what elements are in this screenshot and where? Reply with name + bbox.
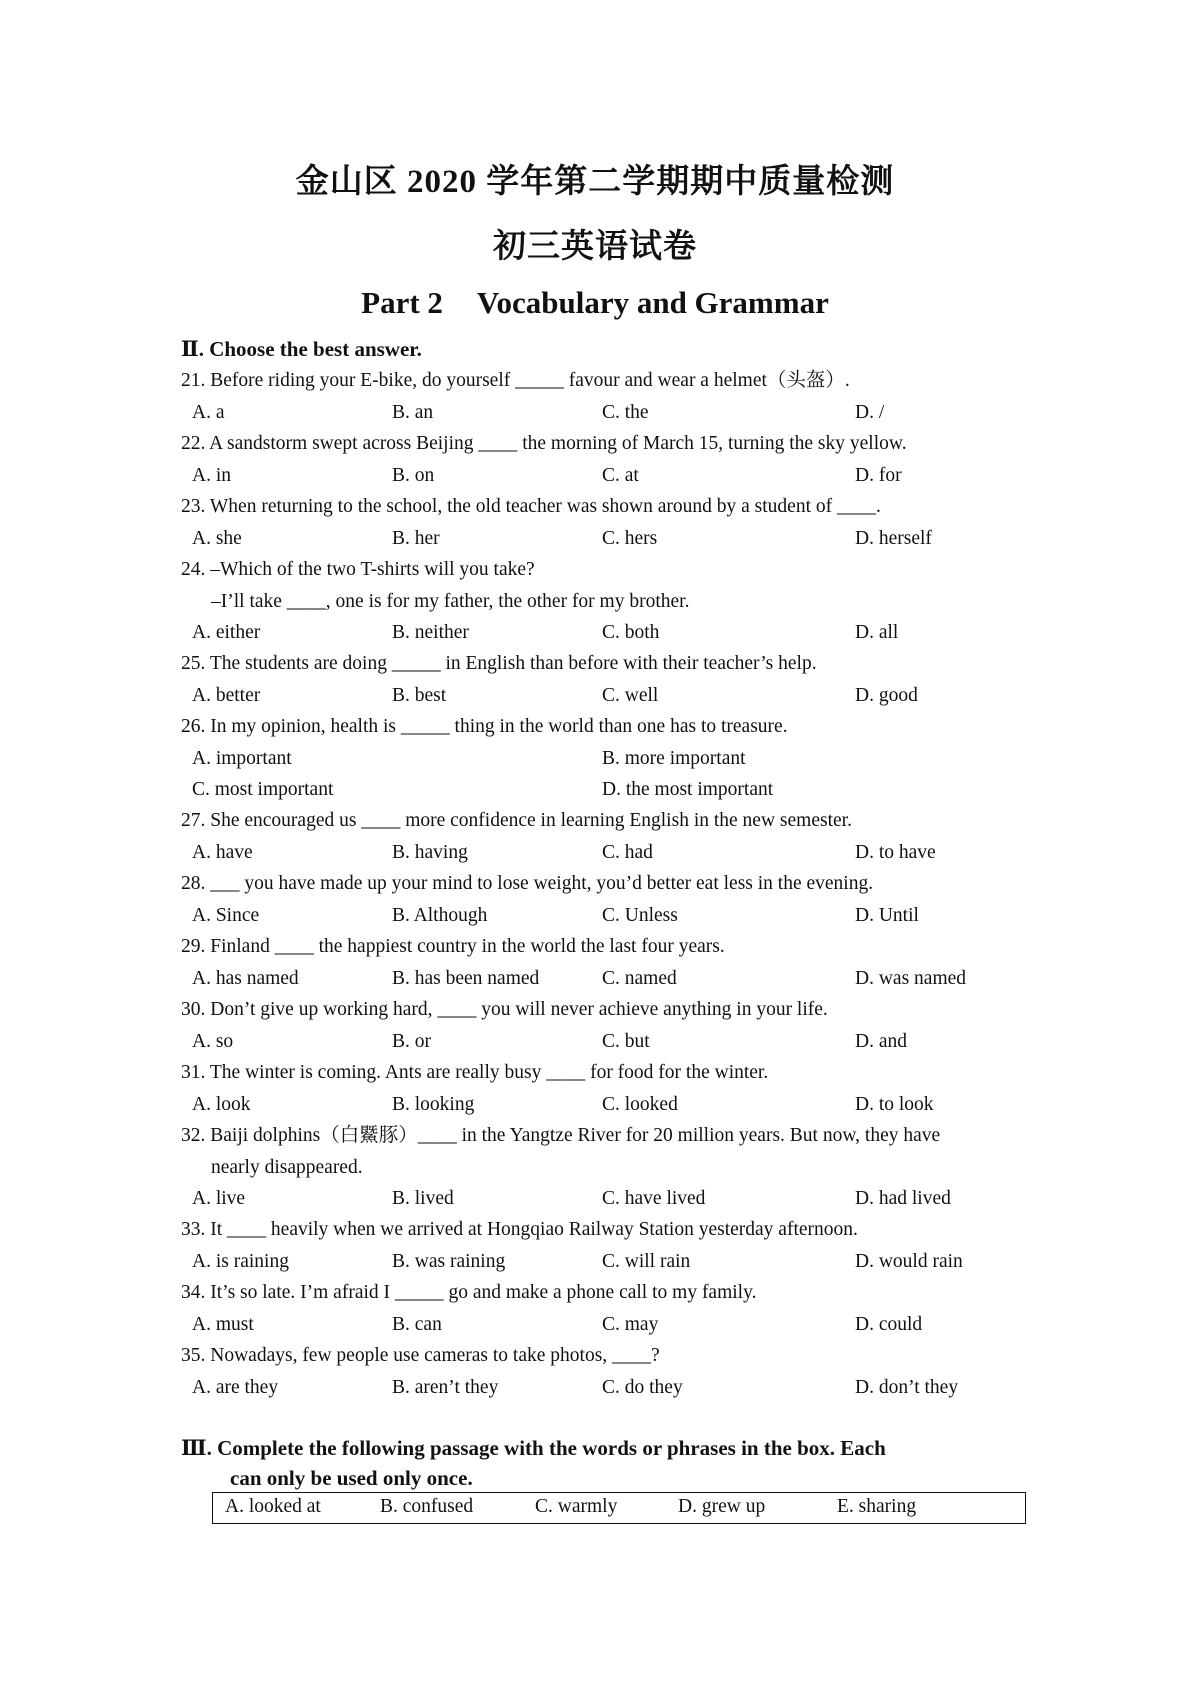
question-33-stem: 33. It ____ heavily when we arrived at Hongqiao Railway Station yesterday afternoon. (181, 1219, 858, 1240)
q21-option-d: D. / (855, 402, 885, 423)
q23-option-a: A. she (192, 528, 242, 549)
question-28-stem: 28. ___ you have made up your mind to lose weight, you’d better eat less in the evening. (181, 873, 874, 894)
question-22-stem: 22. A sandstorm swept across Beijing ____ the morning of March 15, turning the sky yellow. (181, 433, 907, 454)
q26-option-c: C. most important (192, 779, 334, 800)
q25-option-c: C. well (602, 685, 659, 706)
q24-option-b: B. neither (392, 622, 469, 643)
question-23-stem: 23. When returning to the school, the old teacher was shown around by a student of ____. (181, 496, 881, 517)
part-name: Vocabulary and Grammar (476, 285, 829, 320)
q22-option-d: D. for (855, 465, 902, 486)
q32-option-d: D. had lived (855, 1188, 951, 1209)
q26-option-b: B. more important (602, 748, 746, 769)
q27-option-a: A. have (192, 842, 253, 863)
q33-option-a: A. is raining (192, 1251, 289, 1272)
q35-option-d: D. don’t they (855, 1377, 959, 1398)
question-21-stem: 21. Before riding your E-bike, do yourself _____ favour and wear a helmet（头盔）. (181, 370, 850, 391)
q26-option-a: A. important (192, 748, 292, 769)
q27-option-b: B. having (392, 842, 468, 863)
exam-title-line2: 初三英语试卷 (493, 229, 697, 265)
q27-option-d: D. to have (855, 842, 936, 863)
q24-option-c: C. both (602, 622, 660, 643)
word-box-item: D. grew up (678, 1496, 766, 1517)
q30-option-c: C. but (602, 1031, 650, 1052)
q33-option-d: D. would rain (855, 1251, 963, 1272)
q33-option-b: B. was raining (392, 1251, 506, 1272)
section-3-heading: Ⅲ. Complete the following passage with the words or phrases in the box. Each (181, 1436, 886, 1460)
q29-option-b: B. has been named (392, 968, 540, 989)
q34-option-a: A. must (192, 1314, 254, 1335)
q34-option-b: B. can (392, 1314, 442, 1335)
question-35-stem: 35. Nowadays, few people use cameras to take photos, ____? (181, 1345, 660, 1366)
question-31-stem: 31. The winter is coming. Ants are really busy ____ for food for the winter. (181, 1062, 769, 1083)
q25-option-b: B. best (392, 685, 447, 706)
question-26-stem: 26. In my opinion, health is _____ thing in the world than one has to treasure. (181, 716, 788, 737)
q21-option-c: C. the (602, 402, 649, 423)
section-2-heading: Ⅱ. Choose the best answer. (181, 337, 422, 361)
q21-option-b: B. an (392, 402, 434, 423)
q30-option-d: D. and (855, 1031, 907, 1052)
q23-option-d: D. herself (855, 528, 932, 549)
q29-option-a: A. has named (192, 968, 299, 989)
question-24-stem: 24. –Which of the two T-shirts will you take? (181, 559, 535, 580)
q25-option-d: D. good (855, 685, 918, 706)
question-30-stem: 30. Don’t give up working hard, ____ you will never achieve anything in your life. (181, 999, 828, 1020)
q29-option-d: D. was named (855, 968, 967, 989)
word-box-item: C. warmly (535, 1496, 618, 1517)
q28-option-d: D. Until (855, 905, 919, 926)
q33-option-c: C. will rain (602, 1251, 691, 1272)
question-29-stem: 29. Finland ____ the happiest country in the world the last four years. (181, 936, 725, 957)
q22-option-a: A. in (192, 465, 231, 486)
question-24-stem-2: –I’ll take ____, one is for my father, the other for my brother. (211, 591, 690, 612)
q24-option-d: D. all (855, 622, 899, 643)
question-32-stem-2: nearly disappeared. (211, 1157, 363, 1178)
q32-option-c: C. have lived (602, 1188, 706, 1209)
q31-option-b: B. looking (392, 1094, 475, 1115)
question-27-stem: 27. She encouraged us ____ more confidence in learning English in the new semester. (181, 810, 852, 831)
q32-option-a: A. live (192, 1188, 246, 1209)
q31-option-c: C. looked (602, 1094, 678, 1115)
q31-option-d: D. to look (855, 1094, 934, 1115)
q22-option-c: C. at (602, 465, 639, 486)
q22-option-b: B. on (392, 465, 435, 486)
q29-option-c: C. named (602, 968, 677, 989)
q23-option-b: B. her (392, 528, 440, 549)
q25-option-a: A. better (192, 685, 261, 706)
word-box-item: A. looked at (225, 1496, 321, 1517)
q30-option-a: A. so (192, 1031, 234, 1052)
q28-option-c: C. Unless (602, 905, 678, 926)
section-3-heading-cont: can only be used only once. (230, 1466, 473, 1490)
q35-option-c: C. do they (602, 1377, 683, 1398)
q31-option-a: A. look (192, 1094, 251, 1115)
word-box-item: B. confused (380, 1496, 474, 1517)
q34-option-d: D. could (855, 1314, 923, 1335)
q35-option-a: A. are they (192, 1377, 279, 1398)
q28-option-a: A. Since (192, 905, 260, 926)
part-title (0, 285, 1190, 321)
question-34-stem: 34. It’s so late. I’m afraid I _____ go and make a phone call to my family. (181, 1282, 757, 1303)
word-box (212, 1492, 1026, 1524)
q24-option-a: A. either (192, 622, 261, 643)
word-box-item: E. sharing (837, 1496, 917, 1517)
part-label: Part 2 (361, 285, 443, 320)
question-32-stem: 32. Baiji dolphins（白鱀豚）____ in the Yangtze River for 20 million years. But now, they have (181, 1125, 941, 1146)
q32-option-b: B. lived (392, 1188, 454, 1209)
q30-option-b: B. or (392, 1031, 431, 1052)
exam-title-line1: 金山区 2020 学年第二学期期中质量检测 (295, 164, 895, 200)
q35-option-b: B. aren’t they (392, 1377, 499, 1398)
question-25-stem: 25. The students are doing _____ in English than before with their teacher’s help. (181, 653, 817, 674)
q27-option-c: C. had (602, 842, 653, 863)
q28-option-b: B. Although (392, 905, 488, 926)
q23-option-c: C. hers (602, 528, 658, 549)
q34-option-c: C. may (602, 1314, 659, 1335)
q26-option-d: D. the most important (602, 779, 774, 800)
q21-option-a: A. a (192, 402, 225, 423)
